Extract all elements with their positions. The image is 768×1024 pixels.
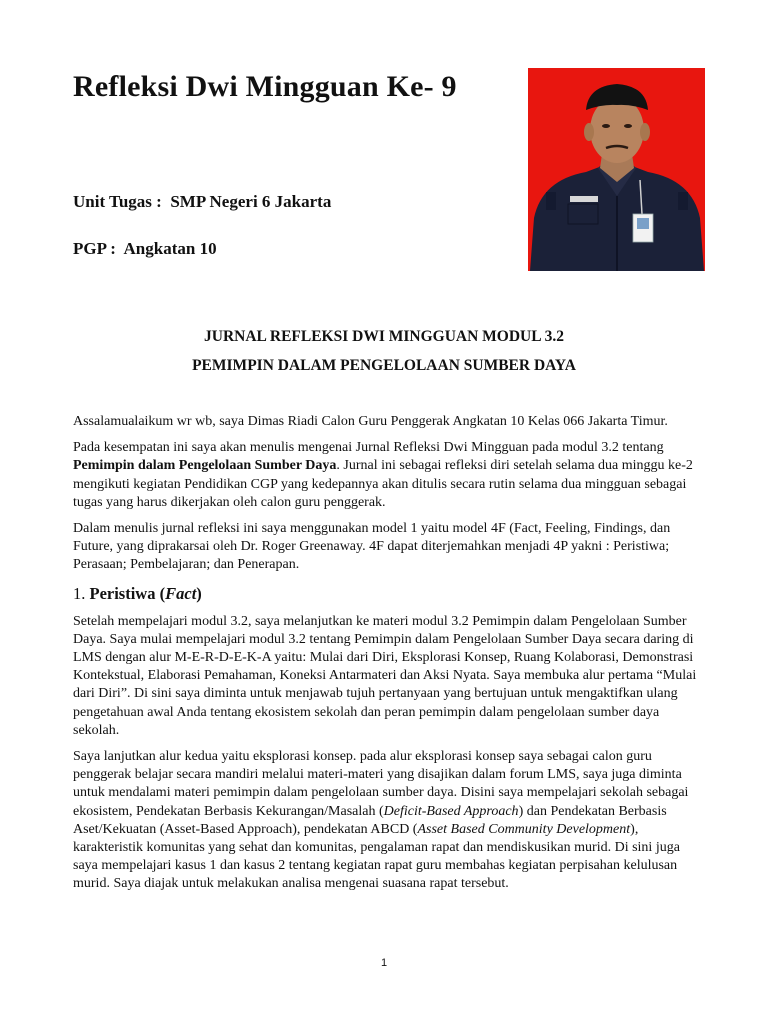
profile-photo bbox=[528, 68, 705, 271]
pgp-label: PGP : bbox=[73, 239, 116, 258]
unit-tugas-line bbox=[73, 192, 331, 212]
section1-paragraph-2-italic-2: Asset Based Community Development bbox=[417, 821, 631, 837]
intro-paragraph-3: Dalam menulis jurnal refleksi ini saya menggunakan model 1 yaitu model 4F (Fact, Feeling, Findings, dan Future, yang diprakarsai oleh Dr. Roger Greenaway. 4F dapat diterjemahkan menjadi 4P yakni : Peristiwa; Perasaan; Pembelajaran; dan Penerapan. bbox=[73, 521, 671, 573]
section-title-italic: Fact bbox=[165, 583, 197, 603]
section-title-text: Peristiwa ( bbox=[89, 583, 166, 603]
section-title-close: ) bbox=[196, 583, 202, 603]
journal-subheading: PEMIMPIN DALAM PENGELOLAAN SUMBER DAYA bbox=[192, 357, 576, 374]
intro-paragraph-2-text-a: Pada kesempatan ini saya akan menulis mengenai Jurnal Refleksi Dwi Mingguan pada modul 3.2 tentang bbox=[73, 440, 664, 456]
journal-heading: JURNAL REFLEKSI DWI MINGGUAN MODUL 3.2 bbox=[204, 328, 564, 345]
intro-paragraph-1: Assalamualaikum wr wb, saya Dimas Riadi Calon Guru Penggerak Angkatan 10 Kelas 066 Jakarta Timur. bbox=[73, 414, 668, 429]
section1-paragraph-2-text-c: ), karakteristik komunitas yang sehat dan komunitas, pengalaman rapat dan mendiskusikan murid. Di sini juga saya mempelajari kasus 1 dan kasus 2 tentang kegiatan rapat guru membahas kegiatan perpisahan kelulusan murid. Saya diajak untuk melakukan analisa mengenai suasana rapat tersebut. bbox=[73, 821, 680, 892]
section1-paragraph-2-italic-1: Deficit-Based Approach bbox=[383, 803, 519, 819]
intro-paragraph-2-bold: Pemimpin dalam Pengelolaan Sumber Daya bbox=[73, 458, 337, 474]
page-title: Refleksi Dwi Mingguan Ke- 9 bbox=[73, 70, 457, 103]
pgp-line bbox=[73, 239, 217, 259]
pgp-value: Angkatan 10 bbox=[123, 239, 217, 258]
intro-paragraph-2 bbox=[73, 439, 703, 512]
section-number: 1. bbox=[73, 583, 86, 603]
document-body bbox=[73, 413, 703, 902]
section1-paragraph-2-text-a: Saya lanjutkan alur kedua yaitu eksplorasi konsep. pada alur eksplorasi konsep saya sebagai calon guru penggerak belajar secara mandiri melalui materi-materi yang disajikan dalam forum LMS, saya juga diminta untuk mendalami materi pemimpin dalam pengelolaan sumber daya. Disini saya mempelajari sekolah sebagai ekosistem, Pendekatan Berbasis Kekurangan/Masalah ( bbox=[73, 749, 689, 819]
unit-label: Unit Tugas : bbox=[73, 192, 162, 211]
intro-paragraph-2-text-b: . Jurnal ini sebagai refleksi diri setelah selama dua minggu ke-2 mengikuti kegiatan Pendidikan CGP yang kedepannya akan ditulis secara rutin selama dua mingguan sebagai tugas yang harus dikerjakan oleh calon guru penggerak. bbox=[73, 458, 693, 510]
page-number: 1 bbox=[380, 957, 388, 969]
section1-paragraph-1: Setelah mempelajari modul 3.2, saya melanjutkan ke materi modul 3.2 Pemimpin dalam Pengelolaan Sumber Daya. Saya mulai mempelajari modul 3.2 tentang Pemimpin dalam Pengelolaan Sumber Daya secara daring di LMS dengan alur M-E-R-D-E-K-A yaitu: Mulai dari Diri, Eksplorasi Konsep, Ruang Kolaborasi, Demonstrasi Kontekstual, Elaborasi Pemahaman, Koneksi Antarmateri dan Aksi Nyata. Saya membuka alur pertama “Mulai dari Diri”. Di sini saya diminta untuk menjawab tujuh pertanyaan yang bertujuan untuk mengaktifkan ulang pengetahuan awal Anda tentang ekosistem sekolah dan peran pemimpin dalam pengelolaan sumber daya sekolah. bbox=[73, 613, 697, 738]
unit-value: SMP Negeri 6 Jakarta bbox=[170, 192, 332, 211]
section1-paragraph-2 bbox=[73, 748, 703, 894]
portrait-illustration bbox=[528, 68, 705, 271]
section-heading-peristiwa bbox=[73, 583, 703, 605]
section1-paragraph-2-text-b: ) dan Pendekatan Berbasis Aset/Kekuatan (Asset-Based Approach), pendekatan ABCD ( bbox=[73, 803, 667, 837]
